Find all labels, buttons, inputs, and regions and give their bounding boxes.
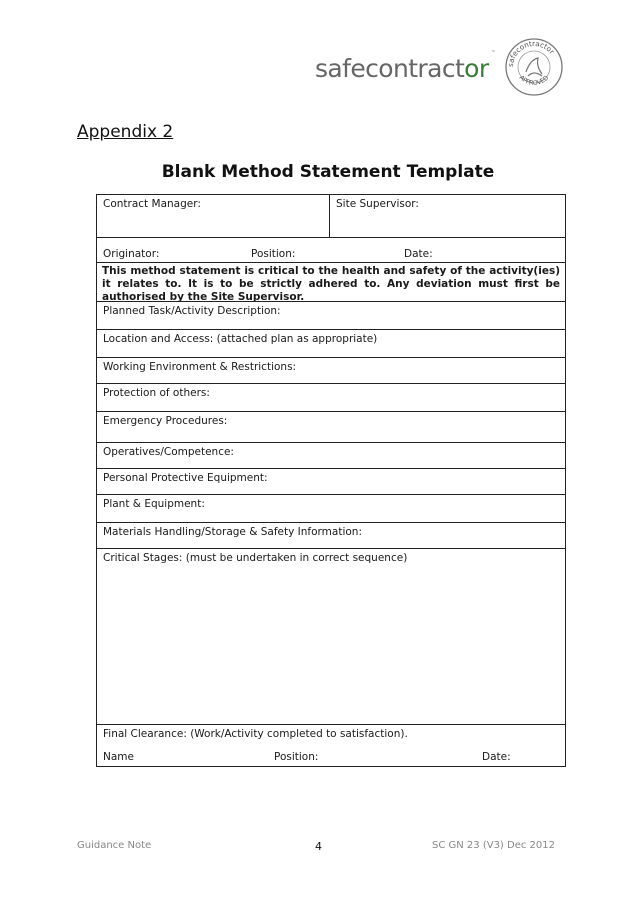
emergency-field[interactable]: Emergency Procedures: xyxy=(97,411,565,442)
location-access-field[interactable]: Location and Access: (attached plan as appropriate) xyxy=(97,329,565,357)
working-environment-field[interactable]: Working Environment & Restrictions: xyxy=(97,357,565,383)
plant-equipment-field[interactable]: Plant & Equipment: xyxy=(97,494,565,522)
materials-field[interactable]: Materials Handling/Storage & Safety Information: xyxy=(97,522,565,548)
approved-seal-icon xyxy=(504,36,564,98)
final-clearance-label: Final Clearance: (Work/Activity completed to satisfaction). xyxy=(103,728,408,740)
final-date-label: Date: xyxy=(482,751,511,763)
site-supervisor-field[interactable]: Site Supervisor: xyxy=(336,198,419,210)
final-clearance-field[interactable] xyxy=(97,724,565,766)
row-manager-supervisor xyxy=(97,195,565,237)
originator-label: Originator: xyxy=(103,248,160,260)
page-number: 4 xyxy=(315,840,322,853)
ppe-field[interactable]: Personal Protective Equipment: xyxy=(97,468,565,494)
date-label: Date: xyxy=(404,248,433,260)
position-label: Position: xyxy=(251,248,296,260)
page-title: Blank Method Statement Template xyxy=(161,162,495,182)
final-position-label: Position: xyxy=(274,751,319,763)
contract-manager-field[interactable]: Contract Manager: xyxy=(97,195,330,237)
final-name-label: Name xyxy=(103,751,134,763)
footer-guidance-note: Guidance Note xyxy=(77,840,152,851)
svg-text:APPROVED: APPROVED xyxy=(517,74,551,88)
safecontractor-logo: safecontractor ™ safecontractor APPROVED xyxy=(315,36,565,102)
svg-text:safecontractor: safecontractor xyxy=(505,38,557,68)
planned-task-field[interactable]: Planned Task/Activity Description: xyxy=(97,301,565,329)
critical-stages-field[interactable]: Critical Stages: (must be undertaken in correct sequence) xyxy=(97,548,565,724)
protection-field[interactable]: Protection of others: xyxy=(97,383,565,411)
row-originator[interactable] xyxy=(97,237,565,262)
operatives-field[interactable]: Operatives/Competence: xyxy=(97,442,565,468)
appendix-heading: Appendix 2 xyxy=(77,122,174,142)
method-statement-form xyxy=(96,194,566,767)
logo-wordmark: safecontractor xyxy=(315,54,489,83)
warning-notice: This method statement is critical to the health and safety of the activity(ies) it relates to. It is to be strictly adhered to. Any deviation must first be authorised by the Site Supervisor. xyxy=(97,262,565,301)
footer-reference: SC GN 23 (V3) Dec 2012 xyxy=(432,840,555,851)
